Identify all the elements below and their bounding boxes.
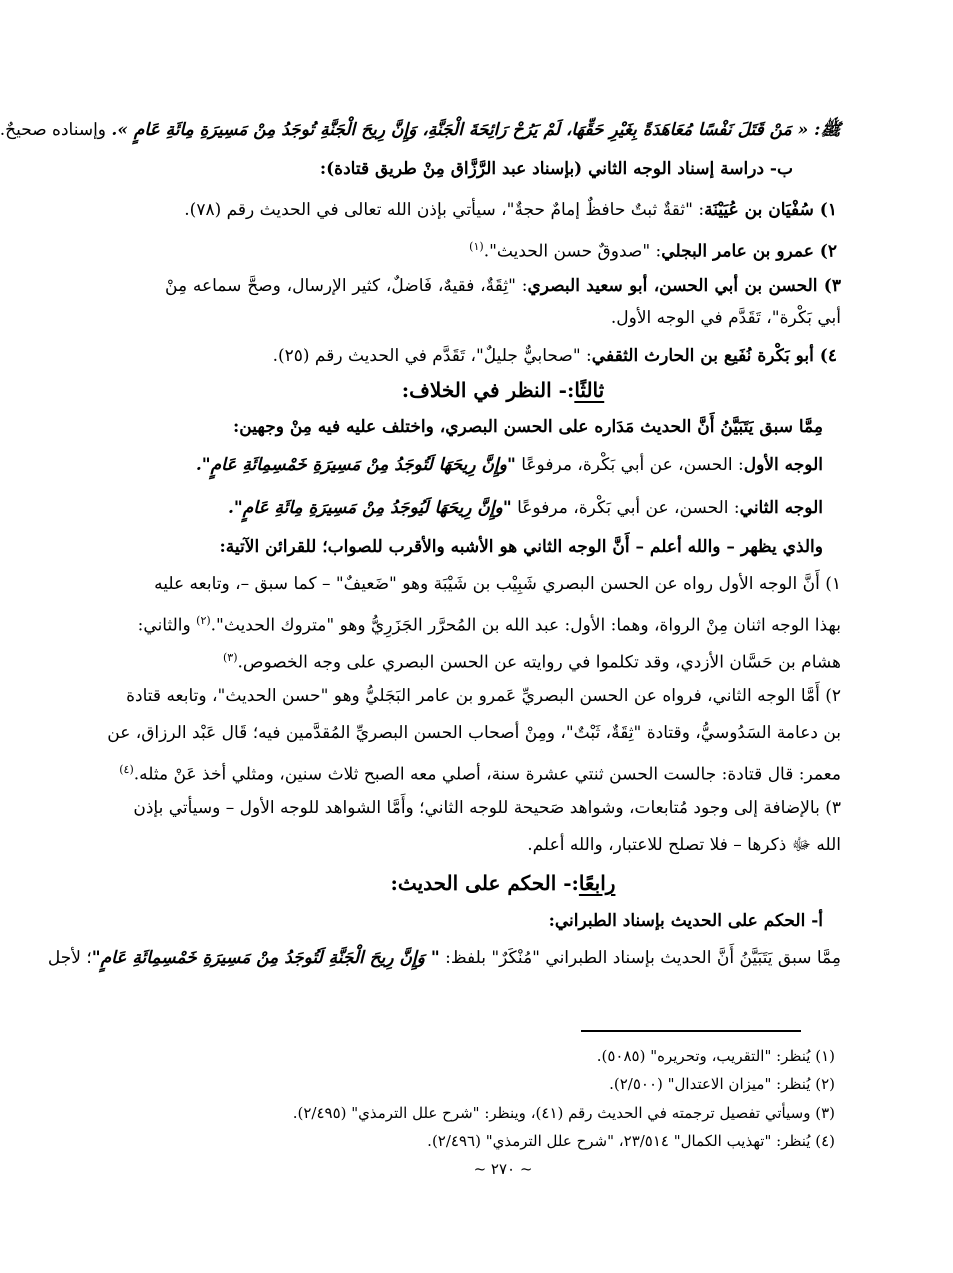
text-line-15 bbox=[165, 644, 841, 677]
text-span: بهذا الوجه اثنان مِنْ الرواة، وهما: الأول: عبد الله بن المُحرَّر الجَزَرِيُّ وهو "متروك الحديث". bbox=[210, 615, 841, 636]
reason-2: ٢) أَمَّا الوجه الثاني، فرواه عن الحسن البصريِّ عَمرو بن عامر البَجَليُّ وهو "حسن الحديث"، وتابعه قتادة bbox=[126, 686, 841, 706]
aspect-label: الوجه الثاني bbox=[739, 498, 823, 518]
footnote-divider bbox=[581, 1030, 801, 1032]
heading-third bbox=[165, 376, 841, 404]
text-line-12: والذي يظهر – والله أعلم – أَنَّ الوجه الثاني هو الأشبه والأقرب للصواب؛ للقرائن الآتية: bbox=[219, 537, 823, 557]
text-line-17: بن دعامة السَدُوسيُّ، وقتادة "ثِقَةٌ، ثَبْتٌ"، ومِنْ أصحاب الحسن البصريِّ المُقدَّمين فيه؛ قَال عَبْد الرزاق، عن bbox=[107, 723, 841, 743]
narrator-2 bbox=[165, 233, 837, 266]
narrator-name: ٤) أبو بَكْرة نُفَيع بن الحارث الثقفي bbox=[591, 346, 837, 366]
heading-fourth bbox=[165, 869, 841, 897]
heading-number: رابعًا bbox=[578, 871, 616, 895]
aspect-2 bbox=[165, 494, 823, 522]
reason-1: ١) أَنَّ الوجه الأول رواه عن الحسن البصري شَبِيْب بن شَيْبَة وهو "ضَعيفٌ" – كما سبق –، وتابعه عليه bbox=[154, 574, 841, 594]
narrator-3 bbox=[165, 272, 841, 300]
hadith-quote: ﷺ: « مَنْ قَتَلَ نَفْسًا مُعَاهَدَةً بِغَيْرِ حَقِّهَا، لَمْ يَرُحْ رَائِحَةَ الْجَنَّةِ، وَإِنَّ رِيحَ الْجَنَّةِ تُوجَدُ مِنْ مَسِيرَةِ مِائَةِ عَامٍ ». bbox=[111, 120, 841, 140]
text-line-18 bbox=[119, 756, 841, 789]
text-line-1 bbox=[0, 116, 841, 144]
heading-number: ثالثًا bbox=[574, 378, 605, 402]
narrator-name: ٣) الحسن بن أبي الحسن، أبو سعيد البصري bbox=[527, 276, 841, 296]
text-span: وإسناده صحيحٌ. bbox=[0, 120, 112, 140]
footnote-ref[interactable]: (١) bbox=[469, 240, 484, 253]
footnote-ref[interactable]: (٣) bbox=[222, 651, 238, 664]
heading-title: :- النظر في الخلاف: bbox=[401, 378, 575, 402]
heading-title: :- الحكم على الحديث: bbox=[390, 871, 579, 895]
narrator-name: ٢) عمرو بن عامر البجلي bbox=[661, 241, 837, 262]
hadith-quote: "وإِنَّ رِيحَهَا لَتُوجَدُ مِنْ مَسِيرَةِ خَمْسِمِائَةِ عَامٍ". bbox=[195, 455, 516, 475]
text-line-23 bbox=[47, 944, 841, 972]
narrator-1 bbox=[165, 196, 837, 224]
narrator-grade: : "صدوقٌ حسن الحديث". bbox=[483, 241, 662, 262]
section-subheading-b: ب- دراسة إسناد الوجه الثاني (بإسناد عبد الرَّزَّاق مِنْ طريق قتادة): bbox=[319, 159, 793, 179]
page-number: ~ ٢٧٠ ~ bbox=[473, 1160, 533, 1178]
footnote-3: (٣) وسيأتي تفصيل ترجمته في الحديث رقم (٤١)، وينظر: "شرح علل الترمذي" (٢/٤٩٥). bbox=[292, 1104, 835, 1122]
text-line-20: الله ﷻ ذكرها – فلا تصلح للاعتبار، والله أعلم. bbox=[527, 835, 841, 855]
narrator-grade: : "ثقةٌ ثبتٌ حافظٌ إمامٌ حجةٌ"، سيأتي بإذن الله تعالى في الحديث رقم (٧٨). bbox=[184, 200, 705, 220]
footnote-ref[interactable]: (٤) bbox=[119, 763, 134, 776]
text-line-6: أبي بَكْرة"، تَقَدَّم في الوجه الأول. bbox=[610, 308, 841, 328]
text-line-9: مِمَّا سبق يَتَبَيَّنُ أَنَّ الحديث مَدَاره على الحسن البصري، واختلف عليه فيه مِنْ وجهين: bbox=[233, 417, 823, 437]
text-span: ؛ لأجل bbox=[47, 948, 92, 968]
aspect-text: : الحسن، عن أبي بَكْرة، مرفوعًا bbox=[515, 455, 744, 475]
narrator-4 bbox=[165, 342, 837, 370]
aspect-text: : الحسن، عن أبي بَكْرة، مرفوعًا bbox=[511, 498, 740, 518]
reason-3: ٣) بالإضافة إلى وجود مُتابعات، وشواهد صَحيحة للوجه الثاني؛ وأَمَّا الشواهد للوجه الأول – وسيأتي بإذن bbox=[133, 798, 841, 818]
text-line-14 bbox=[137, 607, 841, 640]
narrator-name: ١) سُفْيَان بن عُيَيْنَة bbox=[704, 200, 837, 220]
text-span: هشام بن حَسَّان الأزدي، وقد تكلموا في روايته عن الحسن البصري على وجه الخصوص. bbox=[237, 652, 841, 673]
aspect-1 bbox=[165, 451, 823, 479]
footnote-ref[interactable]: (٢) bbox=[196, 614, 211, 627]
text-span: مِمَّا سبق يَتَبَيَّنُ أَنَّ الحديث بإسناد الطبراني "مُنْكَرٌ" بلفظ: bbox=[439, 948, 841, 968]
text-span: والثاني: bbox=[137, 615, 197, 636]
aspect-label: الوجه الأول bbox=[743, 455, 823, 475]
hadith-quote: " وَإِنَّ رِيحَ الْجَنَّةِ لَتُوجَدُ مِنْ مَسِيرَةِ خَمْسِمِائَةِ عَامٍ" bbox=[91, 948, 440, 968]
text-span: معمر: قال قتادة: جالست الحسن ثنتي عشرة سنة، أصلي معه الصبح ثلاث سنين، ومثلي أخذ عَنْ مثله. bbox=[133, 764, 841, 785]
footnote-2: (٢) يُنظر: "ميزان الاعتدال" (٢/٥٠٠). bbox=[609, 1075, 835, 1093]
narrator-grade: : "صحابيٌّ جليلٌ"، تَقَدَّم في الحديث رقم (٢٥). bbox=[272, 346, 592, 366]
narrator-grade: : "ثِقَةٌ، فقيهٌ، فَاضلٌ، كثير الإرسال، وصحَّ سماعه مِنْ bbox=[165, 276, 528, 296]
footnote-1: (١) يُنظر: "التقريب، وتحريره" (٥٠٨٥). bbox=[596, 1047, 835, 1065]
footnote-4: (٤) يُنظر: "تهذيب الكمال" ٢٣/٥١٤، "شرح علل الترمذي" (٢/٤٩٦). bbox=[427, 1132, 835, 1150]
hadith-quote: "وإِنَّ رِيحَهَا لَيُوجَدُ مِنْ مَسِيرَةِ مِائَةِ عَامٍ". bbox=[227, 498, 512, 518]
section-subheading-a: أ- الحكم على الحديث بإسناد الطبراني: bbox=[548, 911, 823, 931]
